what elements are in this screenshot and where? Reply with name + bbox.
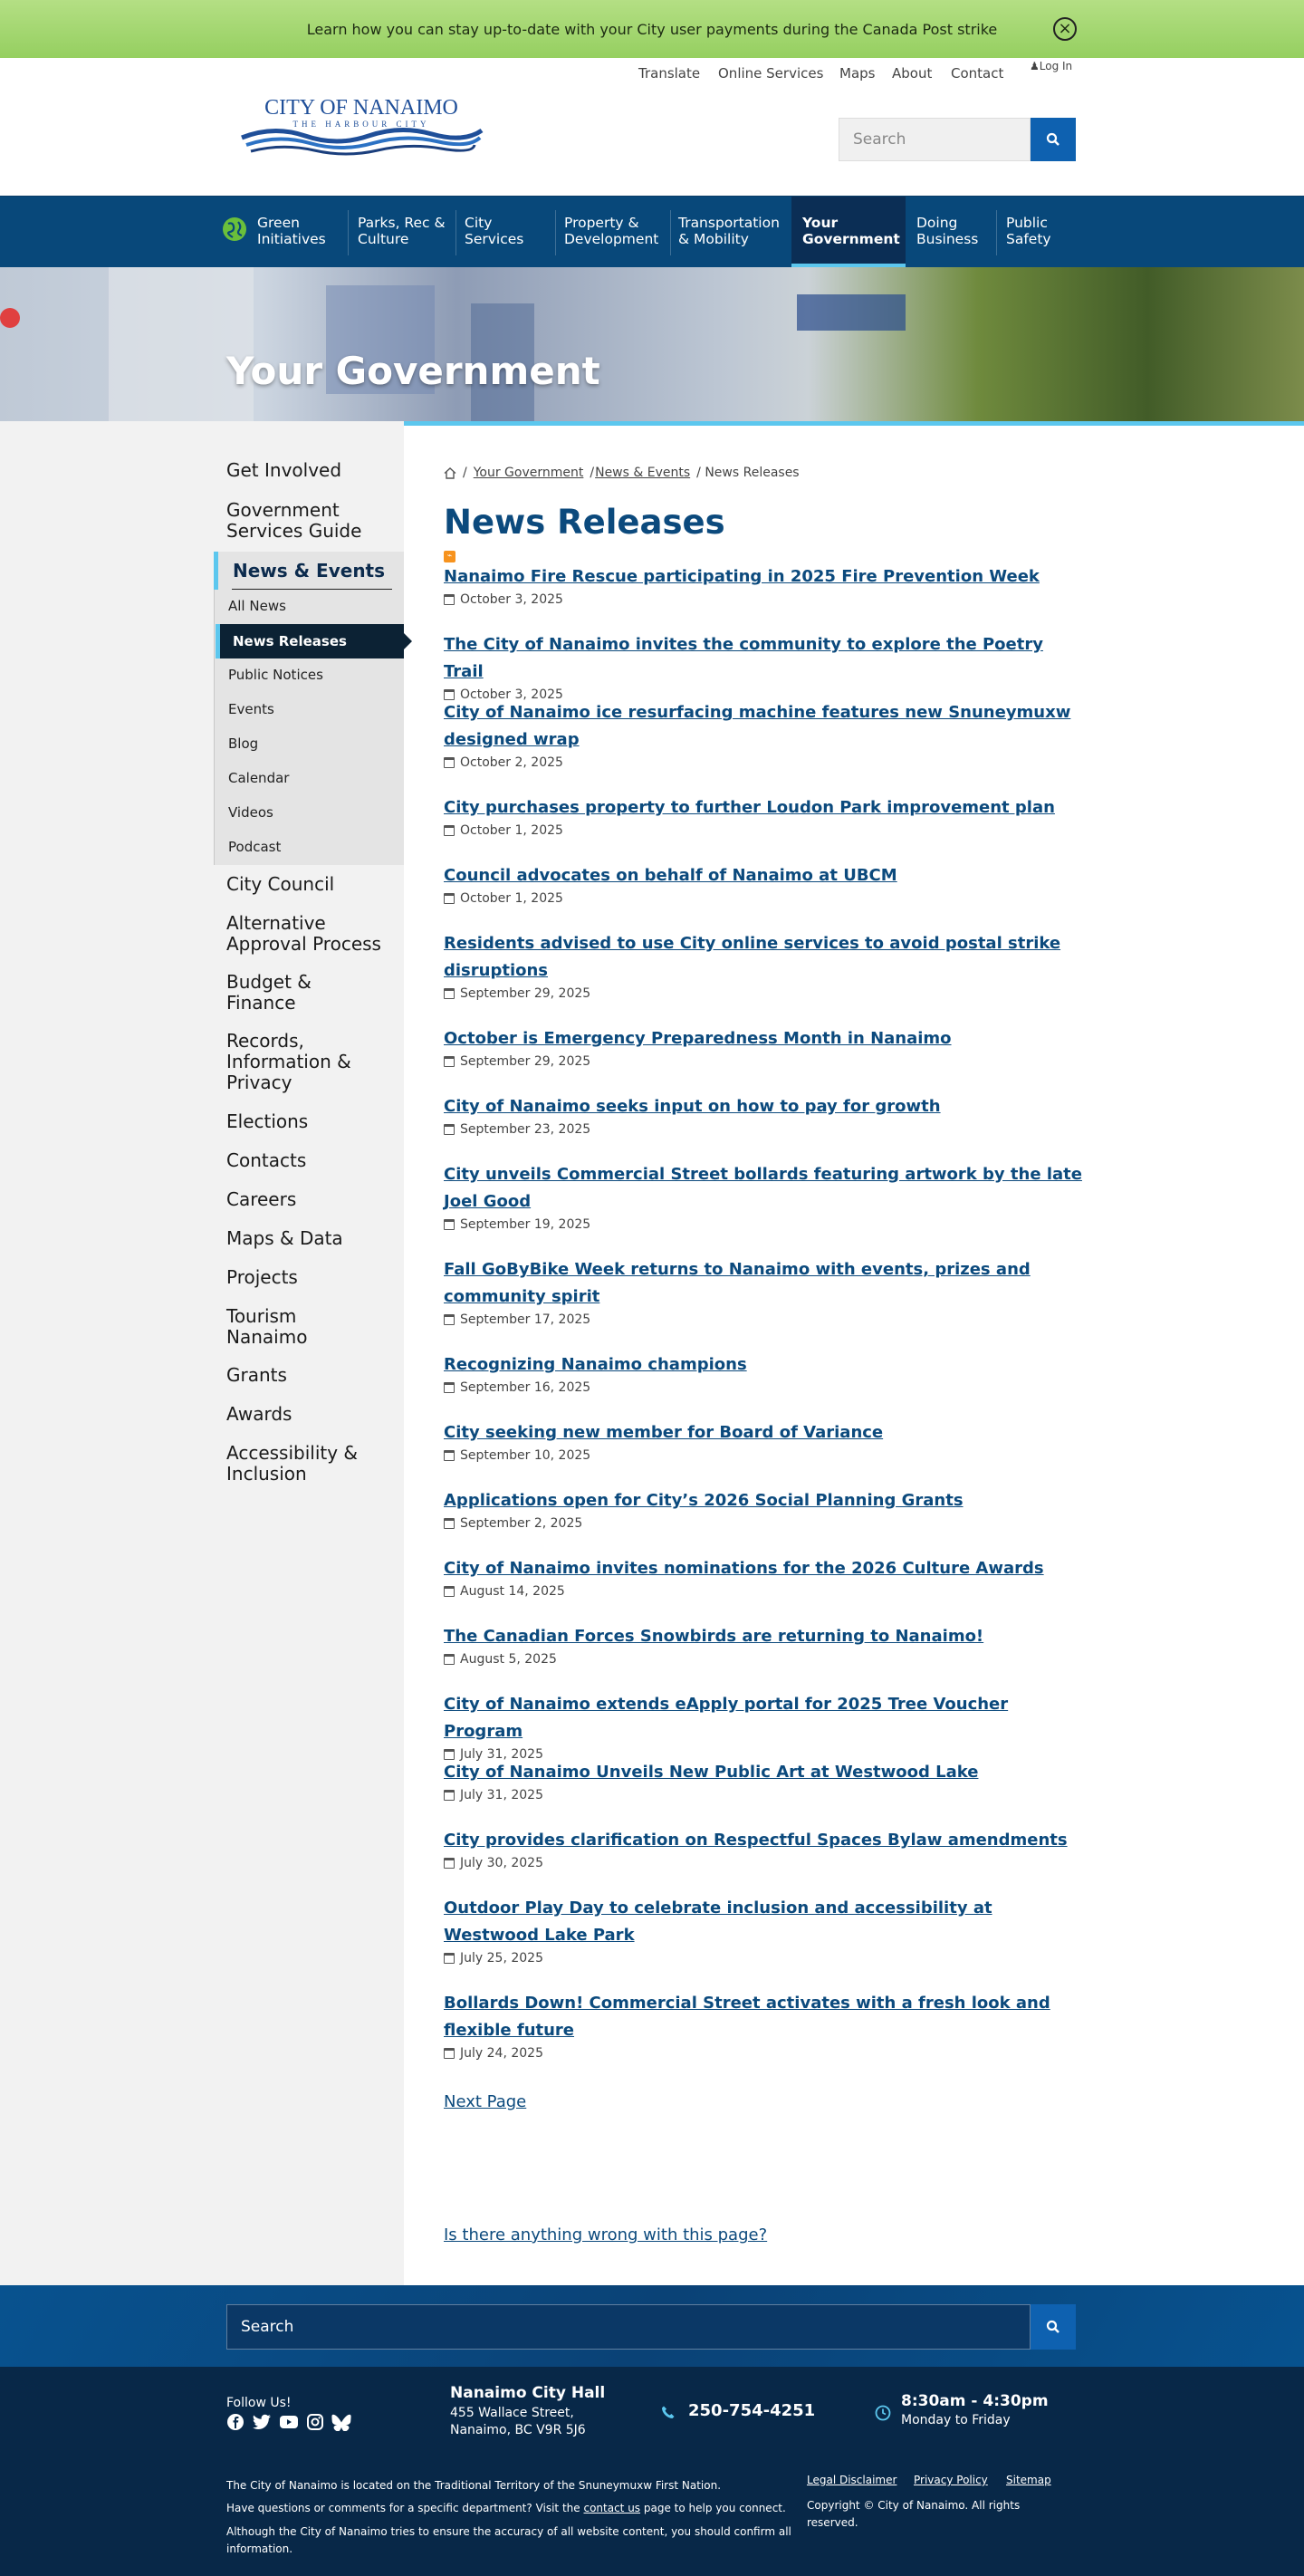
news-date: October 3, 2025	[460, 592, 563, 607]
news-title-link[interactable]: October is Emergency Preparedness Month in Nanaimo	[444, 1029, 952, 1048]
news-item	[444, 699, 1087, 770]
news-item	[444, 1555, 1087, 1599]
about-link[interactable]: About	[892, 65, 933, 82]
news-date: July 31, 2025	[460, 1788, 543, 1802]
sidebar-item-news-events[interactable]: News & Events	[214, 552, 404, 590]
legal-disclaimer-link[interactable]: Legal Disclaimer	[807, 2474, 897, 2486]
news-item	[444, 930, 1087, 1001]
copyright: Copyright © City of Nanaimo. All rights reserved.	[807, 2499, 1021, 2529]
calendar-icon	[444, 893, 455, 904]
alert-text: Learn how you can stay up-to-date with your City user payments during the Canada Post strike	[306, 20, 998, 38]
alert-banner	[0, 0, 1304, 58]
news-title-link[interactable]: The Canadian Forces Snowbirds are returning to Nanaimo!	[444, 1627, 984, 1646]
search-icon	[1046, 2320, 1060, 2334]
calendar-icon	[444, 1858, 455, 1869]
sidebar-sub-all-news[interactable]: All News	[228, 598, 286, 614]
sidebar-item-careers[interactable]: Careers	[226, 1188, 297, 1210]
news-title-link[interactable]: City of Nanaimo invites nominations for the 2026 Culture Awards	[444, 1559, 1044, 1578]
sidebar-sub-podcast[interactable]: Podcast	[228, 839, 282, 855]
city-logo[interactable]	[237, 94, 486, 159]
news-title-link[interactable]: Fall GoByBike Week returns to Nanaimo with events, prizes and community spirit	[444, 1260, 1031, 1306]
sidebar-sub-events[interactable]: Events	[228, 701, 274, 717]
news-date: September 10, 2025	[460, 1448, 591, 1463]
bluesky-icon[interactable]	[331, 2413, 351, 2431]
breadcrumb	[444, 466, 800, 480]
news-item	[444, 1256, 1087, 1327]
globe-icon	[222, 216, 247, 242]
nav-your-government[interactable]: Your Government	[802, 215, 900, 247]
news-date: September 29, 2025	[460, 986, 591, 1001]
news-item	[444, 862, 1087, 906]
news-item	[444, 1990, 1087, 2061]
sidebar-item-tourism-nanaimo[interactable]: Tourism Nanaimo	[226, 1305, 308, 1348]
breadcrumb-current: / News Releases	[696, 466, 800, 480]
footer-search-button[interactable]	[1031, 2304, 1076, 2350]
logo-subtitle: THE HARBOUR CITY	[292, 120, 430, 129]
news-date: September 17, 2025	[460, 1312, 591, 1327]
city-hall-address-line2: Nanaimo, BC V9R 5J6	[450, 2423, 586, 2437]
nav-doing-business[interactable]: Doing Business	[916, 215, 979, 247]
nav-public-safety[interactable]: Public Safety	[1006, 215, 1051, 247]
follow-us-label: Follow Us!	[226, 2396, 292, 2410]
social-links	[226, 2413, 351, 2431]
news-item	[444, 1161, 1087, 1232]
nav-property-development[interactable]: Property & Development	[564, 215, 659, 247]
calendar-icon	[444, 1953, 455, 1964]
sidebar-item-maps-data[interactable]: Maps & Data	[226, 1227, 343, 1249]
home-icon[interactable]	[444, 467, 456, 479]
news-date: July 24, 2025	[460, 2046, 543, 2061]
search-button[interactable]	[1031, 118, 1076, 161]
logo-graphic	[237, 94, 486, 159]
news-date: August 5, 2025	[460, 1652, 557, 1667]
news-title-link[interactable]: City seeking new member for Board of Variance	[444, 1423, 884, 1442]
news-title-link[interactable]: City unveils Commercial Street bollards featuring artwork by the late Joel Good	[444, 1165, 1082, 1211]
news-item	[444, 1025, 1087, 1069]
news-date: September 19, 2025	[460, 1217, 591, 1232]
page-title: News Releases	[444, 503, 725, 542]
search-icon	[1046, 132, 1060, 147]
city-hall-address-line1: 455 Wallace Street,	[450, 2406, 574, 2420]
divider	[232, 589, 392, 590]
nav-transportation-mobility[interactable]: Transportation & Mobility	[678, 215, 780, 247]
news-date: August 14, 2025	[460, 1584, 565, 1599]
next-page-link[interactable]: Next Page	[444, 2092, 527, 2111]
sidebar-item-accessibility-inclusion[interactable]: Accessibility & Inclusion	[226, 1442, 359, 1485]
contact-us-link[interactable]: contact us	[583, 2502, 641, 2514]
news-date: October 1, 2025	[460, 891, 563, 906]
breadcrumb-your-government[interactable]: Your Government	[473, 466, 584, 480]
maps-link[interactable]: Maps	[839, 65, 876, 82]
news-date: September 23, 2025	[460, 1122, 591, 1137]
news-item	[444, 1419, 1087, 1463]
news-item	[444, 1759, 1087, 1802]
sidebar-item-alternative-approval[interactable]: Alternative Approval Process	[226, 912, 381, 955]
territory-acknowledgement: The City of Nanaimo is located on the Traditional Territory of the Snuneymuxw First Nation.	[226, 2479, 722, 2492]
calendar-icon	[444, 1450, 455, 1461]
content-accent-bar	[404, 421, 1304, 426]
sidebar-item-projects[interactable]: Projects	[226, 1266, 298, 1288]
office-hours: 8:30am - 4:30pm	[901, 2392, 1049, 2410]
calendar-icon	[444, 988, 455, 999]
sidebar-sub-calendar[interactable]: Calendar	[228, 770, 290, 786]
sidebar-item-government-services-guide[interactable]: Government Services Guide	[226, 499, 362, 542]
sidebar-item-budget-finance[interactable]: Budget & Finance	[226, 971, 312, 1014]
news-date: July 31, 2025	[460, 1747, 543, 1762]
breadcrumb-separator: /	[590, 466, 595, 480]
news-item	[444, 631, 1087, 702]
news-title-link[interactable]: Recognizing Nanaimo champions	[444, 1355, 747, 1374]
news-item	[444, 1691, 1087, 1762]
calendar-icon	[444, 1790, 455, 1801]
phone-number[interactable]: 250-754-4251	[688, 2401, 816, 2420]
sidebar-item-city-council[interactable]: City Council	[226, 873, 335, 895]
nav-green-initiatives[interactable]: Green Initiatives	[257, 215, 326, 247]
news-title-link[interactable]: City provides clarification on Respectful Spaces Bylaw amendments	[444, 1831, 1068, 1850]
news-title-link[interactable]: City of Nanaimo extends eApply portal for 2025 Tree Voucher Program	[444, 1695, 1009, 1741]
calendar-icon	[444, 2048, 455, 2059]
login-label: Log In	[1039, 60, 1073, 72]
calendar-icon	[444, 1654, 455, 1665]
news-title-link[interactable]: City of Nanaimo Unveils New Public Art at Westwood Lake	[444, 1763, 979, 1782]
office-days: Monday to Friday	[901, 2413, 1011, 2427]
news-title-link[interactable]: Bollards Down! Commercial Street activates with a fresh look and flexible future	[444, 1994, 1050, 2040]
questions-text-pre: Have questions or comments for a specific department? Visit the	[226, 2502, 580, 2514]
hero-banner	[0, 267, 1304, 421]
breadcrumb-news-events[interactable]: News & Events	[595, 466, 691, 480]
news-item	[444, 1895, 1087, 1966]
news-date: September 2, 2025	[460, 1516, 583, 1531]
calendar-icon	[444, 757, 455, 768]
news-item	[444, 1093, 1087, 1137]
news-item	[444, 1623, 1087, 1667]
news-date: July 25, 2025	[460, 1951, 543, 1966]
sidebar-item-contacts[interactable]: Contacts	[226, 1149, 307, 1171]
facebook-icon[interactable]	[226, 2413, 244, 2431]
news-title-link[interactable]: Residents advised to use City online services to avoid postal strike disruptions	[444, 934, 1061, 980]
news-item	[444, 563, 1087, 607]
questions-text	[226, 2502, 806, 2514]
news-title-link[interactable]: City of Nanaimo ice resurfacing machine features new Snuneymuxw designed wrap	[444, 703, 1071, 749]
rss-icon[interactable]: ⌁	[444, 551, 455, 562]
instagram-icon[interactable]	[306, 2413, 324, 2431]
clock-icon	[875, 2405, 891, 2421]
news-item	[444, 794, 1087, 838]
sidebar-sub-public-notices[interactable]: Public Notices	[228, 667, 323, 683]
news-date: October 2, 2025	[460, 755, 563, 770]
calendar-icon	[444, 825, 455, 836]
translate-link[interactable]: Translate	[638, 65, 701, 82]
news-title-link[interactable]: Outdoor Play Day to celebrate inclusion and accessibility at Westwood Lake Park	[444, 1898, 992, 1945]
online-services-link[interactable]: Online Services	[718, 65, 824, 82]
nav-parks-rec-culture[interactable]: Parks, Rec & Culture	[358, 215, 446, 247]
main-nav	[0, 196, 1304, 267]
sidebar-item-grants[interactable]: Grants	[226, 1364, 287, 1386]
calendar-icon	[444, 1382, 455, 1393]
news-item	[444, 1827, 1087, 1870]
sidebar-item-elections[interactable]: Elections	[226, 1110, 309, 1132]
news-date: July 30, 2025	[460, 1856, 543, 1870]
news-title-link[interactable]: Nanaimo Fire Rescue participating in 2025 Fire Prevention Week	[444, 567, 1040, 586]
breadcrumb-separator: /	[463, 466, 467, 480]
city-hall-title: Nanaimo City Hall	[450, 2384, 606, 2402]
news-title-link[interactable]: City of Nanaimo seeks input on how to pay for growth	[444, 1097, 941, 1116]
phone-icon	[661, 2405, 676, 2419]
twitter-icon[interactable]	[252, 2413, 272, 2431]
close-icon[interactable]: ×	[1053, 17, 1077, 41]
news-item	[444, 1487, 1087, 1531]
accuracy-disclaimer: Although the City of Nanaimo tries to ensure the accuracy of all website content, you should confirm all information.	[226, 2525, 791, 2555]
calendar-icon	[444, 1586, 455, 1597]
sitemap-link[interactable]: Sitemap	[1006, 2474, 1051, 2486]
footer-search-input[interactable]: Search	[226, 2304, 1031, 2350]
news-date: September 16, 2025	[460, 1380, 591, 1395]
privacy-policy-link[interactable]: Privacy Policy	[914, 2474, 988, 2486]
contact-link[interactable]: Contact	[951, 65, 1004, 82]
logo-title: CITY OF NANAIMO	[264, 96, 458, 120]
sidebar-sub-blog[interactable]: Blog	[228, 735, 259, 752]
youtube-icon[interactable]	[279, 2413, 299, 2431]
calendar-icon	[444, 1314, 455, 1325]
sidebar-item-records-privacy[interactable]: Records, Information & Privacy	[226, 1030, 351, 1093]
login-link[interactable]	[1030, 60, 1072, 72]
report-problem-link[interactable]: Is there anything wrong with this page?	[444, 2225, 768, 2244]
search-input[interactable]: Search	[839, 118, 1031, 161]
calendar-icon	[444, 594, 455, 605]
news-title-link[interactable]: Council advocates on behalf of Nanaimo at UBCM	[444, 866, 897, 885]
calendar-icon	[444, 1219, 455, 1230]
sidebar-sub-news-releases[interactable]: News Releases	[216, 624, 404, 658]
user-icon: ♟	[1030, 60, 1040, 72]
news-title-link[interactable]: City purchases property to further Loudon Park improvement plan	[444, 798, 1055, 817]
page-section-title: Your Government	[226, 349, 600, 393]
news-title-link[interactable]: Applications open for City’s 2026 Social Planning Grants	[444, 1491, 964, 1510]
nav-city-services[interactable]: City Services	[465, 215, 524, 247]
news-item	[444, 1351, 1087, 1395]
questions-text-post: page to help you connect.	[643, 2502, 786, 2514]
sidebar-item-get-involved[interactable]: Get Involved	[226, 459, 342, 481]
news-date: October 3, 2025	[460, 687, 563, 702]
news-date: October 1, 2025	[460, 823, 563, 838]
sidebar-sub-videos[interactable]: Videos	[228, 804, 273, 821]
calendar-icon	[444, 1124, 455, 1135]
news-date: September 29, 2025	[460, 1054, 591, 1069]
news-title-link[interactable]: The City of Nanaimo invites the community to explore the Poetry Trail	[444, 635, 1043, 681]
calendar-icon	[444, 1056, 455, 1067]
calendar-icon	[444, 1518, 455, 1529]
sidebar-item-awards[interactable]: Awards	[226, 1403, 292, 1425]
